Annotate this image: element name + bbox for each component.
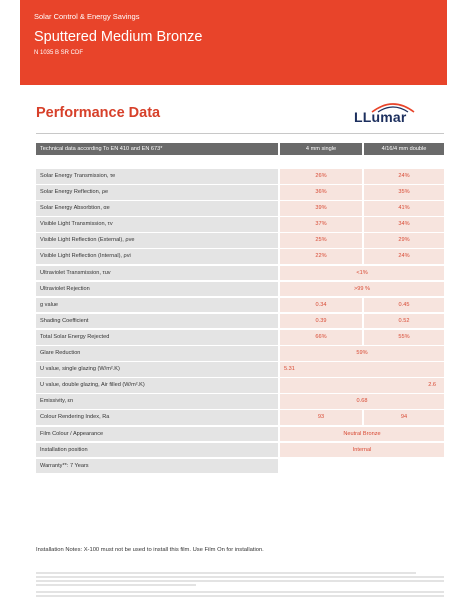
fine-print-line: [36, 591, 444, 593]
row-label: Ultraviolet Transmission, τuv: [36, 266, 278, 281]
fine-print-line: [36, 576, 444, 578]
row-label: Total Solar Energy Rejected: [36, 330, 278, 345]
value-single: 22%: [280, 249, 362, 264]
value-double: 0.45: [364, 298, 444, 313]
row-label: Visible Light Reflection (Internal), ρvi: [36, 249, 278, 264]
value-double: 41%: [364, 201, 444, 216]
row-label: U value, single glazing (W/m².K): [36, 362, 278, 377]
table-header-single: 4 mm single: [280, 143, 362, 155]
row-label: g value: [36, 298, 278, 313]
value-double: 34%: [364, 217, 444, 232]
table-row: [36, 201, 444, 216]
value-merged: Internal: [280, 443, 444, 458]
table-row: [36, 378, 444, 393]
table-header: [36, 143, 444, 155]
value-single: 25%: [280, 233, 362, 248]
table-row: [36, 314, 444, 329]
table-header-label: Technical data according To EN 410 and EN 673*: [36, 143, 278, 155]
value-double: 55%: [364, 330, 444, 345]
table-row: [36, 282, 444, 297]
value-single: 5.31: [280, 362, 444, 377]
row-label: Ultraviolet Rejection: [36, 282, 278, 297]
row-label: Visible Light Transmission, τv: [36, 217, 278, 232]
table-row: [36, 185, 444, 200]
value-double: 24%: [364, 249, 444, 264]
value-merged: >99 %: [280, 282, 444, 297]
value-double: 24%: [364, 169, 444, 184]
table-row: [36, 346, 444, 361]
value-merged: 59%: [280, 346, 444, 361]
table-row: [36, 249, 444, 264]
performance-table: [36, 169, 444, 475]
divider: [36, 133, 444, 134]
row-label: Colour Rendering Index, Ra: [36, 410, 278, 425]
row-label: Film Colour / Appearance: [36, 427, 278, 442]
table-row: [36, 233, 444, 248]
value-double: 2.6: [280, 378, 444, 393]
llumar-logo: [354, 101, 440, 129]
value-single: 93: [280, 410, 362, 425]
header-kicker: Solar Control & Energy Savings: [34, 12, 140, 21]
value-double: 94: [364, 410, 444, 425]
table-row: [36, 459, 444, 474]
header-banner: [20, 0, 447, 85]
installation-note: Installation Notes: X-100 must not be used to install this film. Use Film On for installation.: [36, 547, 264, 553]
fine-print-line: [36, 584, 196, 586]
value-single: 36%: [280, 185, 362, 200]
product-title: Sputtered Medium Bronze: [34, 29, 203, 45]
table-row: [36, 266, 444, 281]
fine-print-line: [36, 580, 444, 582]
row-label: Solar Energy Absorbtion, αe: [36, 201, 278, 216]
value-merged: Neutral Bronze: [280, 427, 444, 442]
fine-print-line: [36, 572, 416, 574]
value-single: 26%: [280, 169, 362, 184]
table-row: [36, 330, 444, 345]
value-double: 29%: [364, 233, 444, 248]
table-row: [36, 362, 444, 377]
table-row: [36, 217, 444, 232]
value-double: 35%: [364, 185, 444, 200]
table-row: [36, 443, 444, 458]
row-label: U value, double glazing, Air filled (W/m².K): [36, 378, 278, 393]
row-label: Shading Coefficient: [36, 314, 278, 329]
row-label: Installation position: [36, 443, 278, 458]
value-merged: <1%: [280, 266, 444, 281]
value-merged: 0.68: [280, 394, 444, 409]
value-single: 37%: [280, 217, 362, 232]
table-row: [36, 394, 444, 409]
value-double: 0.52: [364, 314, 444, 329]
table-row: [36, 427, 444, 442]
row-label: Warranty**: 7 Years: [36, 459, 278, 474]
product-code: N 1035 B SR CDF: [34, 50, 84, 56]
row-label: Solar Energy Transmission, τe: [36, 169, 278, 184]
row-label: Solar Energy Reflection, ρe: [36, 185, 278, 200]
fine-print-line: [36, 595, 444, 597]
row-label: Emissivity, εn: [36, 394, 278, 409]
logo-wordmark: LLumar: [354, 109, 407, 125]
row-label: Visible Light Reflection (External), ρve: [36, 233, 278, 248]
table-header-double: 4/16/4 mm double: [364, 143, 444, 155]
value-single: 66%: [280, 330, 362, 345]
row-label: Glare Reduction: [36, 346, 278, 361]
table-row: [36, 298, 444, 313]
value-single: 0.39: [280, 314, 362, 329]
value-single: 39%: [280, 201, 362, 216]
table-row: [36, 410, 444, 425]
value-single: 0.34: [280, 298, 362, 313]
section-title: Performance Data: [36, 105, 161, 121]
table-row: [36, 169, 444, 184]
